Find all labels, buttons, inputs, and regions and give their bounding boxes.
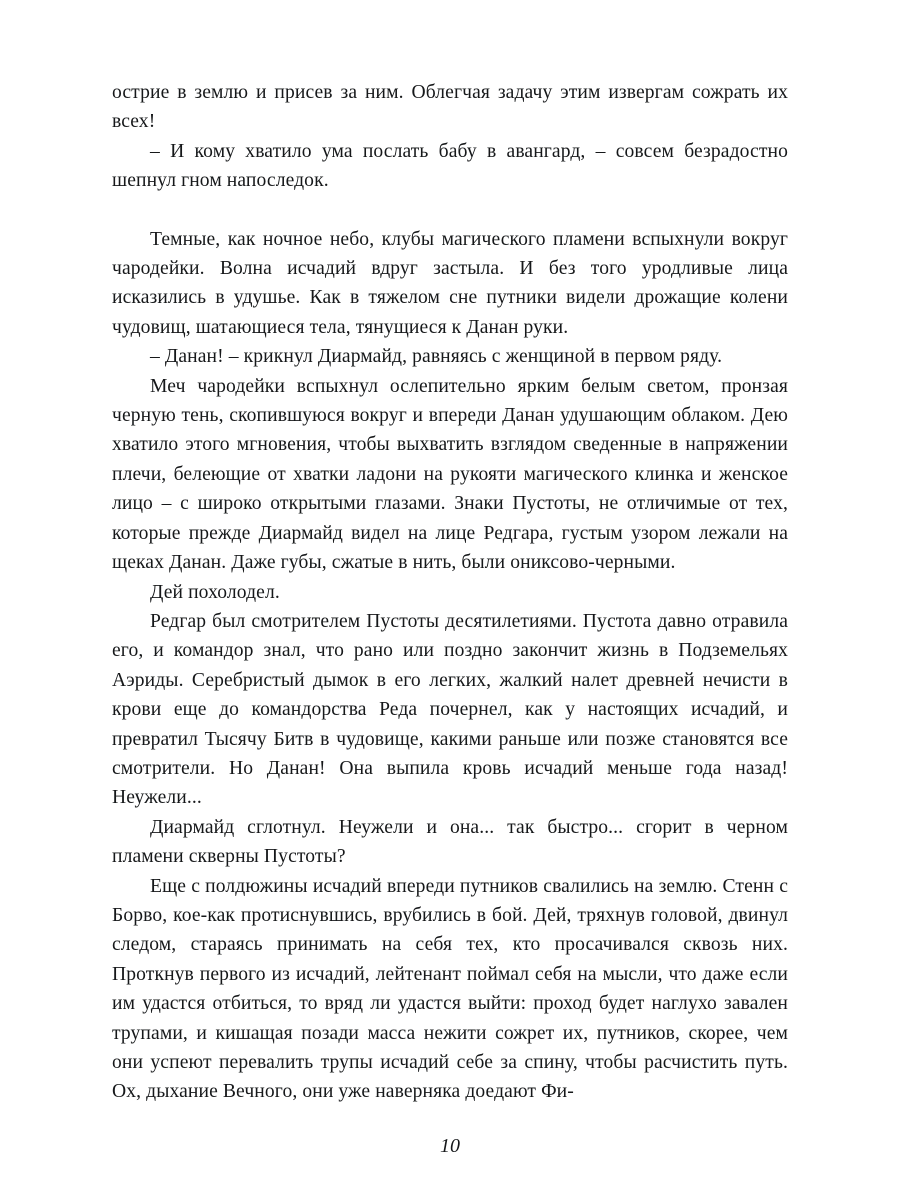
paragraph: – И кому хватило ума послать бабу в авангард, – совсем безрадостно шепнул гном напоследок. bbox=[112, 140, 788, 192]
paragraph: Дей похолодел. bbox=[150, 581, 280, 603]
page-number: 10 bbox=[440, 1135, 460, 1157]
paragraph: Диармайд сглотнул. Неужели и она... так быстро... сгорит в черном пламени скверны Пустоты? bbox=[112, 816, 788, 868]
paragraph: – Данан! – крикнул Диармайд, равняясь с женщиной в первом ряду. bbox=[150, 346, 723, 368]
paragraph: Редгар был смотрителем Пустоты десятилетиями. Пустота давно отравила его, и командор знал, что рано или поздно закончит жизнь в Подземельях Аэриды. Серебристый дымок в его легких, жалкий налет древней нечисти в крови еще до командорства Реда почернел, как у настоящих исчадий, и превратил Тысячу Битв в чудовище, какими раньше или позже становятся все смотрители. Но Данан! Она выпила кровь исчадий меньше года назад! Неужели... bbox=[112, 610, 788, 809]
paragraph: Еще с полдюжины исчадий впереди путников свалились на землю. Стенн с Борво, кое-как протиснувшись, врубились в бой. Дей, тряхнув головой, двинул следом, стараясь принимать на себя тех, кто просачивался сквозь них. Проткнув первого из исчадий, лейтенант поймал себя на мысли, что даже если им удастся отбиться, то вряд ли удастся выйти: проход будет наглухо завален трупами, и кишащая позади масса нежити сожрет их, путников, скорее, чем они успеют перевалить трупы исчадий себе за спину, чтобы расчистить путь. Ох, дыхание Вечного, они уже наверняка доедают Фи- bbox=[112, 875, 788, 1103]
paragraph: острие в землю и присев за ним. Облегчая задачу этим извергам сожрать их всех! bbox=[112, 82, 788, 133]
page-text-block bbox=[112, 78, 788, 1107]
paragraph: Меч чародейки вспыхнул ослепительно ярким белым светом, пронзая черную тень, скопившуюся вокруг и впереди Данан удушающим облаком. Дею хватило этого мгновения, чтобы выхватить взглядом сведенные в напряжении плечи, белеющие от хватки ладони на рукояти магического клинка и женское лицо – с широко открытыми глазами. Знаки Пустоты, не отличимые от тех, которые прежде Диармайд видел на лице Редгара, густым узором лежали на щеках Данан. Даже губы, сжатые в нить, были ониксово-черными. bbox=[112, 375, 788, 574]
paragraph: Темные, как ночное небо, клубы магического пламени вспыхнули вокруг чародейки. Волна исчадий вдруг застыла. И без того уродливые лица исказились в удушье. Как в тяжелом сне путники видели дрожащие колени чудовищ, шатающиеся тела, тянущиеся к Данан руки. bbox=[112, 228, 788, 338]
